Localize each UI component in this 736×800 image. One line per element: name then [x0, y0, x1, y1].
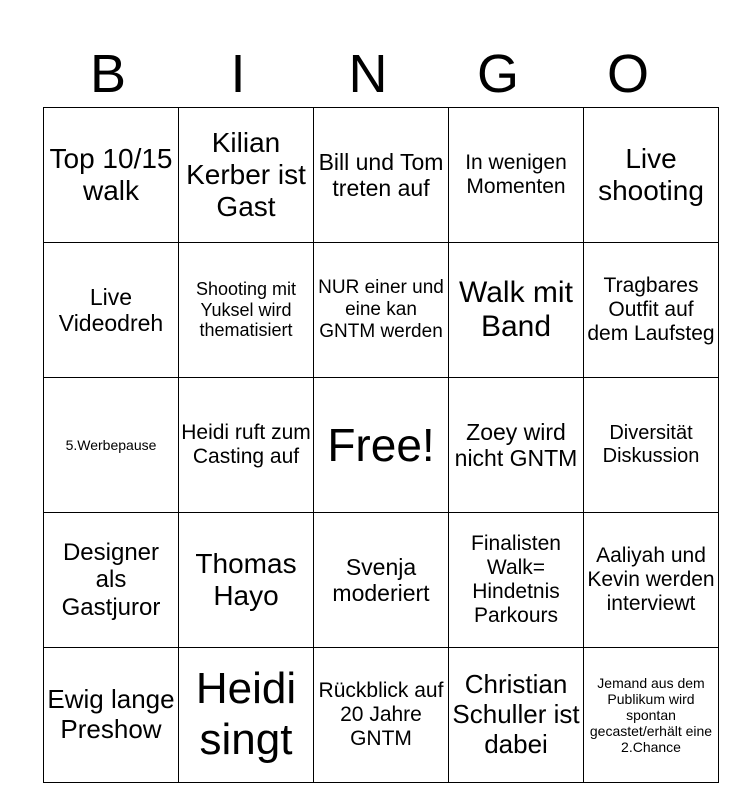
bingo-cell[interactable]: Walk mit Band [449, 243, 584, 378]
bingo-cell[interactable]: Tragbares Outfit auf dem Laufsteg [584, 243, 719, 378]
bingo-cell[interactable]: Shooting mit Yuksel wird thematisiert [179, 243, 314, 378]
bingo-cell[interactable]: Heidi ruft zum Casting auf [179, 378, 314, 513]
bingo-cell[interactable]: Finalisten Walk= Hindetnis Parkours [449, 513, 584, 648]
bingo-cell[interactable]: Rückblick auf 20 Jahre GNTM [314, 648, 449, 783]
grid-row [44, 108, 719, 243]
bingo-cell[interactable]: Ewig lange Preshow [44, 648, 179, 783]
bingo-cell[interactable]: Christian Schuller ist dabei [449, 648, 584, 783]
bingo-cell[interactable]: 5.Werbepause [44, 378, 179, 513]
bingo-cell[interactable]: Heidi singt [179, 648, 314, 783]
bingo-cell[interactable]: Svenja moderiert [314, 513, 449, 648]
bingo-cell[interactable]: Aaliyah und Kevin werden interviewt [584, 513, 719, 648]
bingo-cell[interactable]: Diversität Diskussion [584, 378, 719, 513]
bingo-header [43, 40, 693, 108]
bingo-cell[interactable]: Live Videodreh [44, 243, 179, 378]
grid-row [44, 243, 719, 378]
grid-row [44, 648, 719, 783]
header-letter-i: I [230, 44, 246, 104]
bingo-cell[interactable]: Jemand aus dem Publikum wird spontan gecastet/erhält eine 2.Chance [584, 648, 719, 783]
bingo-cell[interactable]: Zoey wird nicht GNTM [449, 378, 584, 513]
bingo-cell[interactable]: NUR einer und eine kan GNTM werden [314, 243, 449, 378]
bingo-cell[interactable]: Kilian Kerber ist Gast [179, 108, 314, 243]
grid-row [44, 378, 719, 513]
bingo-cell[interactable]: Live shooting [584, 108, 719, 243]
header-letter-o: O [606, 44, 649, 104]
bingo-cell[interactable]: Thomas Hayo [179, 513, 314, 648]
bingo-cell[interactable]: In wenigen Momenten [449, 108, 584, 243]
bingo-grid [43, 107, 719, 783]
grid-row [44, 513, 719, 648]
header-letter-n: N [348, 44, 388, 104]
header-letter-b: B [89, 44, 127, 104]
bingo-cell[interactable]: Designer als Gastjuror [44, 513, 179, 648]
bingo-cell[interactable]: Top 10/15 walk [44, 108, 179, 243]
header-letter-g: G [476, 44, 519, 104]
free-cell[interactable]: Free! [314, 378, 449, 513]
bingo-cell[interactable]: Bill und Tom treten auf [314, 108, 449, 243]
